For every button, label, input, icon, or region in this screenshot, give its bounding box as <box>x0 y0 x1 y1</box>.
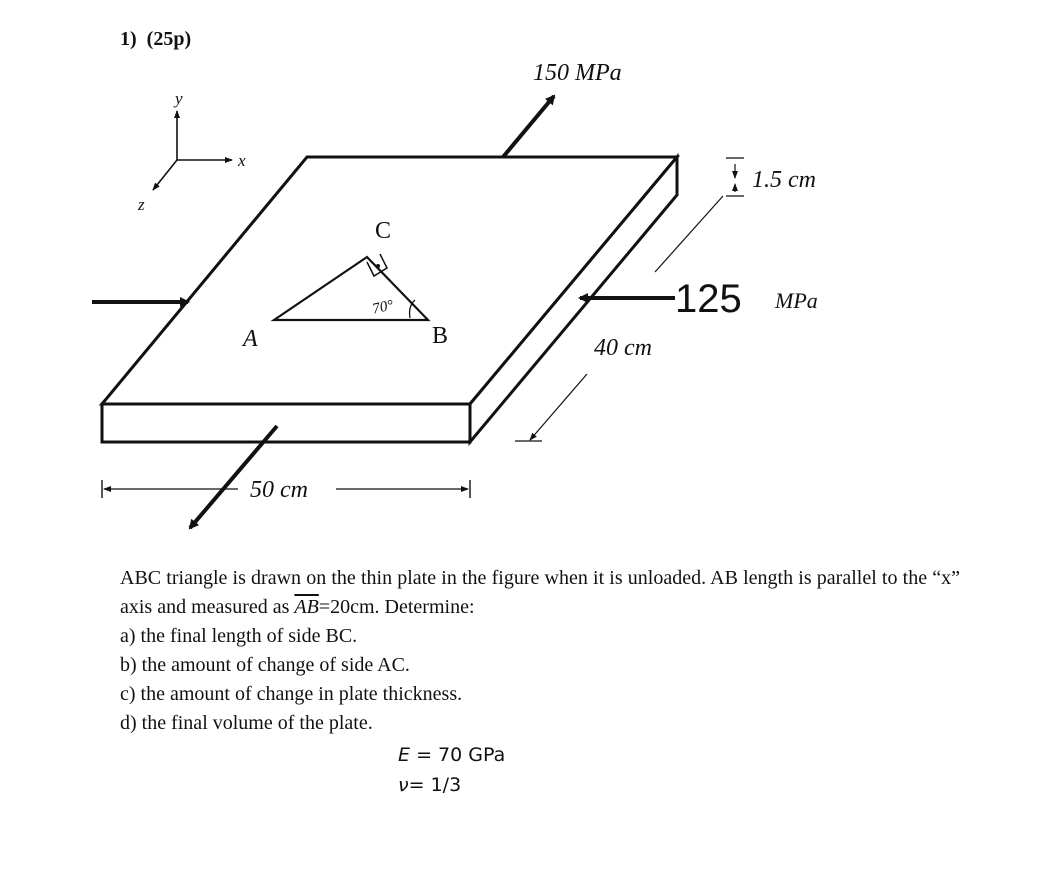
x-axis-label: x <box>238 151 246 170</box>
question-d: d) the final volume of the plate. <box>120 712 373 734</box>
plate-front-face <box>102 404 470 442</box>
right-angle-dot <box>376 264 380 268</box>
z-axis-label: z <box>138 195 145 214</box>
stress-y-label: 150 MPa <box>533 60 622 86</box>
question-c: c) the amount of change in plate thickness. <box>120 683 463 705</box>
problem-number: 1) <box>120 28 137 50</box>
question-a: a) the final length of side BC. <box>120 625 358 647</box>
angle-label: 70° <box>371 297 395 318</box>
y-axis-label: y <box>175 89 183 108</box>
thickness-label: 1.5 cm <box>752 167 816 193</box>
problem-points: (25p) <box>146 28 192 50</box>
intro-text-part2: =20cm. Determine: <box>318 596 475 618</box>
vertex-a-label: A <box>243 326 258 352</box>
poisson-value: = 1/3 <box>408 774 462 796</box>
modulus-symbol: E <box>398 744 411 766</box>
stress-x-unit: MPa <box>775 288 818 313</box>
problem-statement <box>120 564 960 738</box>
statement-intro <box>120 564 960 622</box>
vertex-c-label: C <box>375 218 392 244</box>
modulus-line <box>398 740 505 770</box>
vertex-b-label: B <box>432 323 449 349</box>
poisson-line <box>398 770 505 800</box>
ab-symbol: $\overline{AB}$ <box>294 596 319 618</box>
depth-dim-line-lower <box>530 374 587 440</box>
modulus-value: = 70 GPa <box>416 744 506 766</box>
poisson-symbol: ν <box>398 774 409 796</box>
z-axis-arrow <box>153 160 177 190</box>
depth-dim-label: 40 cm <box>594 335 652 361</box>
stress-x-value: 125 <box>675 277 742 321</box>
stress-y-arrow-top <box>503 96 554 157</box>
width-dim-label: 50 cm <box>250 477 308 503</box>
material-constants <box>398 740 505 800</box>
coordinate-axes <box>137 89 246 214</box>
intro-text-part1: ABC triangle is drawn on the thin plate in the figure when it is unloaded. AB length is parallel to the “x” axis and measured as <box>120 567 960 618</box>
question-b: b) the amount of change of side AC. <box>120 654 410 676</box>
